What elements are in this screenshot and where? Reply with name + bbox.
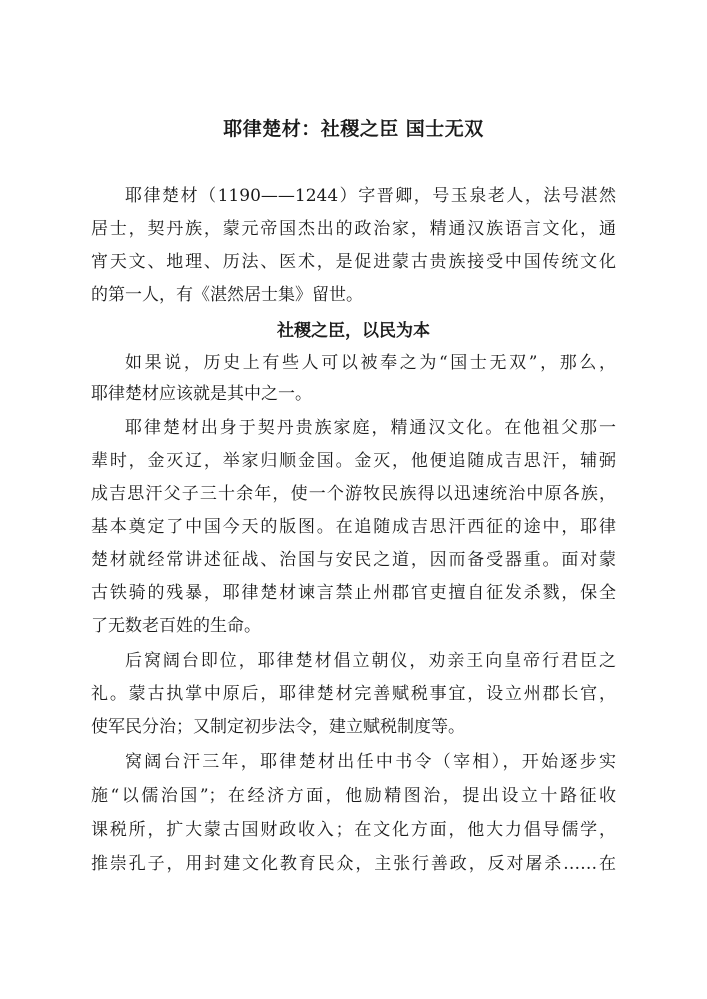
paragraph-2-line-3: 成吉思汗父子三十余年，使一个游牧民族得以迅速统治中原各族， [91, 484, 616, 504]
paragraph-1-line-1: 如果说，历史上有些人可以被奉之为“国士无双”，那么， [125, 353, 616, 373]
intro-line-2: 居士，契丹族，蒙元帝国杰出的政治家，精通汉族语言文化，通 [91, 219, 616, 239]
paragraph-4-line-1: 窝阔台汗三年，耶律楚材出任中书令（宰相），开始逐步实 [125, 752, 616, 772]
paragraph-1-line-2: 耶律楚材应该就是其中之一。 [91, 384, 312, 404]
paragraph-3-line-2: 礼。蒙古执掌中原后，耶律楚材完善赋税事宜，设立州郡长官， [91, 684, 616, 704]
paragraph-2-line-1: 耶律楚材出身于契丹贵族家庭，精通汉文化。在他祖父那一 [125, 418, 616, 438]
paragraph-2-line-4: 基本奠定了中国今天的版图。在追随成吉思汗西征的途中，耶律 [91, 517, 616, 537]
paragraph-2-line-6: 古铁骑的残暴，耶律楚材谏言禁止州郡官吏擅自征发杀戮，保全 [91, 583, 616, 603]
article-title: 耶律楚材：社稷之臣 国士无双 [223, 118, 484, 140]
paragraph-2-line-5: 楚材就经常讲述征战、治国与安民之道，因而备受器重。面对蒙 [91, 550, 616, 570]
section-heading: 社稷之臣，以民为本 [277, 321, 430, 341]
paragraph-2-line-7: 了无数老百姓的生命。 [91, 616, 261, 636]
paragraph-3-line-3: 使军民分治；又制定初步法令，建立赋税制度等。 [91, 717, 465, 737]
paragraph-4-line-3: 课税所，扩大蒙古国财政收入；在文化方面，他大力倡导儒学， [91, 820, 616, 840]
paragraph-3-line-1: 后窝阔台即位，耶律楚材倡立朝仪，劝亲王向皇帝行君臣之 [125, 651, 616, 671]
intro-line-1: 耶律楚材（1190——1244）字晋卿，号玉泉老人，法号湛然 [125, 186, 616, 206]
intro-line-3: 宵天文、地理、历法、医术，是促进蒙古贵族接受中国传统文化 [91, 252, 616, 272]
paragraph-2-line-2: 辈时，金灭辽，举家归顺金国。金灭，他便追随成吉思汗，辅弼 [91, 451, 616, 471]
intro-line-4: 的第一人，有《湛然居士集》留世。 [91, 285, 363, 305]
paragraph-4-line-4: 推崇孔子，用封建文化教育民众，主张行善政，反对屠杀……在 [91, 854, 616, 874]
paragraph-4-line-2: 施“以儒治国”；在经济方面，他励精图治，提出设立十路征收 [91, 786, 616, 806]
